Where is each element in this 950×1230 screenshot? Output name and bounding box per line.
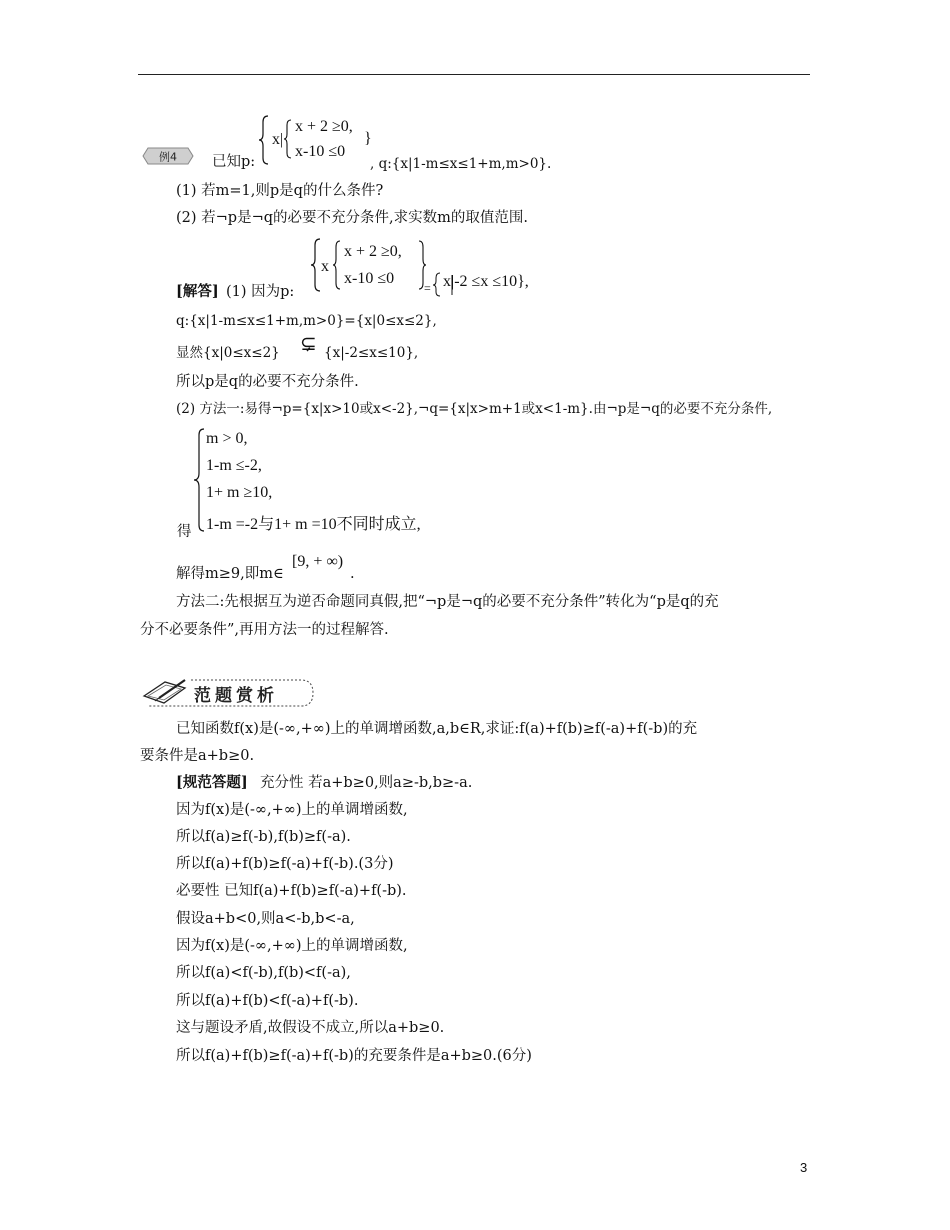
model-line-8: 所以f(a)<f(-b),f(b)<f(-a), (176, 965, 351, 981)
method-2-line-1: 方法二:先根据互为逆否命题同真假,把“¬p是¬q的必要不充分条件”转化为“p是q的充 (176, 594, 719, 610)
method-2-line-2: 分不必要条件”,再用方法一的过程解答. (140, 622, 389, 638)
solve-suffix: . (350, 566, 355, 582)
system-line-2: 1-m ≤-2, (206, 457, 262, 474)
solution-part1-prefix: (1) 因为p: (226, 284, 295, 300)
proper-subset-symbol: ⊊ (300, 333, 317, 355)
p-set-line2: x-10 ≤0 (295, 143, 346, 160)
model-line-2: 因为f(x)是(-∞,+∞)上的单调增函数, (176, 802, 408, 818)
p-set-x: x| (272, 131, 284, 148)
model-line-5: 必要性 已知f(a)+f(b)≥f(-a)+f(-b). (176, 883, 407, 899)
page-number: 3 (800, 1160, 808, 1175)
de-char: 得 (177, 524, 192, 540)
solution-label: [解答] (176, 283, 219, 300)
p-set-close: } (364, 130, 372, 147)
conclusion-1: 所以p是q的必要不充分条件. (176, 374, 359, 390)
header-rule (138, 74, 810, 75)
solve-prefix: 解得m≥9,即m∈ (176, 566, 284, 582)
q-line: q:{x|1-m≤x≤1+m,m>0}={x|0≤x≤2}, (176, 313, 437, 329)
interval: [9, + ∞) (292, 553, 344, 570)
model-problem-line-2: 要条件是a+b≥0. (140, 748, 255, 764)
model-line-4: 所以f(a)+f(b)≥f(-a)+f(-b).(3分) (176, 856, 394, 872)
system-line-4: 1-m =-2与1+ m =10不同时成立, (206, 516, 421, 533)
model-line-3: 所以f(a)≥f(-b),f(b)≥f(-a). (176, 829, 351, 845)
standard-answer-label: [规范答题] (176, 774, 248, 791)
method-1: (2) 方法一:易得¬p={x|x>10或x<-2},¬q={x|x>m+1或x<1-m}.由¬p是¬q的必要不充分条件, (176, 401, 773, 417)
obvious-prefix: 显然{x|0≤x≤2} (176, 345, 280, 361)
system-line-3: 1+ m ≥10, (206, 484, 273, 501)
model-line-10: 这与题设矛盾,故假设不成立,所以a+b≥0. (176, 1020, 445, 1036)
model-line-9: 所以f(a)+f(b)<f(-a)+f(-b). (176, 993, 359, 1009)
p-eq-equals: = (424, 281, 431, 295)
given-prefix: 已知p: (212, 154, 256, 170)
model-line-7: 因为f(x)是(-∞,+∞)上的单调增函数, (176, 938, 408, 954)
question-1: (1) 若m=1,则p是q的什么条件? (176, 183, 384, 199)
p-eq-result: x|-2 ≤x ≤10}, (443, 273, 529, 290)
model-problem-line-1: 已知函数f(x)是(-∞,+∞)上的单调增函数,a,b∈R,求证:f(a)+f(b)≥f(-a)+f(-b)的充 (176, 721, 698, 737)
question-2: (2) 若¬p是¬q的必要不充分条件,求实数m的取值范围. (176, 210, 528, 226)
model-section-title: 范题赏析 (194, 686, 278, 706)
p-eq-line1: x + 2 ≥0, (344, 243, 402, 260)
model-line-1: 充分性 若a+b≥0,则a≥-b,b≥-a. (260, 775, 473, 791)
pen-paper-icon (144, 680, 185, 703)
model-line-6: 假设a+b<0,则a<-b,b<-a, (176, 911, 355, 927)
q-set: , q:{x|1-m≤x≤1+m,m>0}. (370, 156, 552, 172)
example-badge (142, 147, 194, 165)
system-line-1: m > 0, (206, 430, 248, 447)
p-set-line1: x + 2 ≥0, (295, 118, 353, 135)
obvious-suffix: {x|-2≤x≤10}, (324, 345, 419, 361)
p-eq-line2: x-10 ≤0 (344, 270, 395, 287)
example-badge-label: 例4 (159, 150, 177, 164)
p-eq-x: x (321, 258, 329, 275)
model-line-11: 所以f(a)+f(b)≥f(-a)+f(-b)的充要条件是a+b≥0.(6分) (176, 1048, 532, 1064)
